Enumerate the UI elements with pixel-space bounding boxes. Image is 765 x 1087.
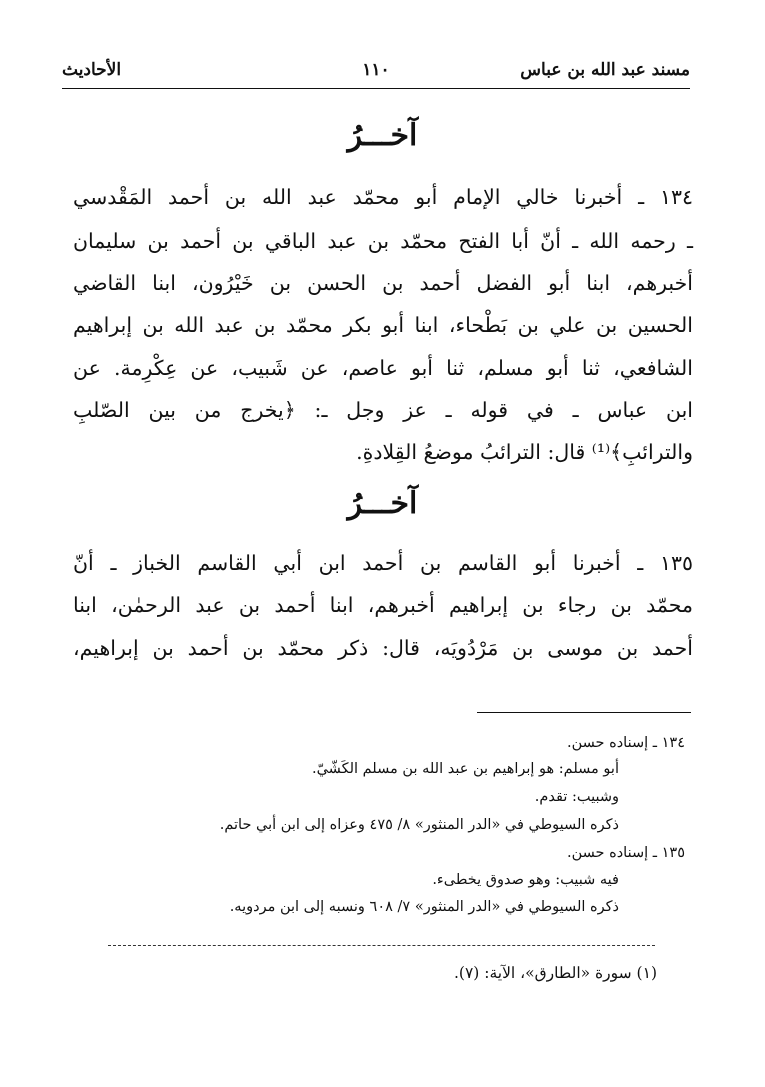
footnote-rule <box>477 712 691 713</box>
hadith-134-line-1: ١٣٤ ـ أخبرنا خالي الإمام أبو محمّد عبد الله بن أحمد المَقْدسي <box>73 185 693 209</box>
footnote-135-shabib: فيه شبيب: وهو صدوق يخطىء. <box>432 872 619 888</box>
margin-note: (١) سورة «الطارق»، الآية: (٧). <box>453 964 657 982</box>
hadith-134-line-3: أخبرهم، ابنا أبو الفضل أحمد بن الحسن بن خَيْرُون، ابنا القاضي <box>73 271 693 295</box>
footnote-134-source: ذكره السيوطي في «الدر المنثور» ٨/ ٤٧٥ وعزاه إلى ابن أبي حاتم. <box>219 817 619 833</box>
footnote-135-source: ذكره السيوطي في «الدر المنثور» ٧/ ٦٠٨ ونسبه إلى ابن مردويه. <box>229 899 619 915</box>
book-title: مسند عبد الله بن عباس <box>520 60 690 80</box>
hadith-135-line-2: محمّد بن رجاء بن إبراهيم أخبرهم، ابنا أحمد بن عبد الرحمٰن، ابنا <box>73 593 693 617</box>
hadith-134-line-4: الحسين بن علي بن بَطْحاء، ابنا أبو بكر محمّد بن عبد الله بن إبراهيم <box>73 313 693 337</box>
page-header <box>62 58 690 89</box>
hadith-135-line-3: أحمد بن موسى بن مَرْدُويَه، قال: ذكر محمّد بن أحمد بن إبراهيم، <box>73 636 693 660</box>
section-title-2: آخـــرُ <box>347 486 418 521</box>
hadith-134-line-6: ابن عباس ـ في قوله ـ عز وجل ـ: ﴿يخرج من بين الصّلبِ <box>73 398 693 422</box>
hadith-134-line-5: الشافعي، ثنا أبو مسلم، ثنا أبو عاصم، عن شَبيب، عن عِكْرِمة. عن <box>73 356 693 380</box>
hadith-135-line-1: ١٣٥ ـ أخبرنا أبو القاسم بن أحمد ابن أبي القاسم الخباز ـ أنّ <box>73 551 693 575</box>
section-name: الأحاديث <box>62 60 122 80</box>
footnote-134-grade: ١٣٤ ـ إسناده حسن. <box>566 735 685 751</box>
footnote-separator <box>108 945 655 946</box>
hadith-134-line-2: ـ رحمه الله ـ أنّ أبا الفتح محمّد بن عبد الباقي بن أحمد بن سليمان <box>73 229 693 253</box>
hadith-134-line-7: والترائبِ﴾⁽¹⁾ قال: الترائبُ موضعُ القِلادةِ. <box>356 440 693 464</box>
section-title-1: آخـــرُ <box>347 118 418 153</box>
footnote-135-grade: ١٣٥ ـ إسناده حسن. <box>566 845 685 861</box>
footnote-134-abu-muslim: أبو مسلم: هو إبراهيم بن عبد الله بن مسلم الكَشّيّ. <box>311 761 619 777</box>
footnote-134-shabib: وشبيب: تقدم. <box>534 789 619 805</box>
page-number: ١١٠ <box>362 60 390 80</box>
